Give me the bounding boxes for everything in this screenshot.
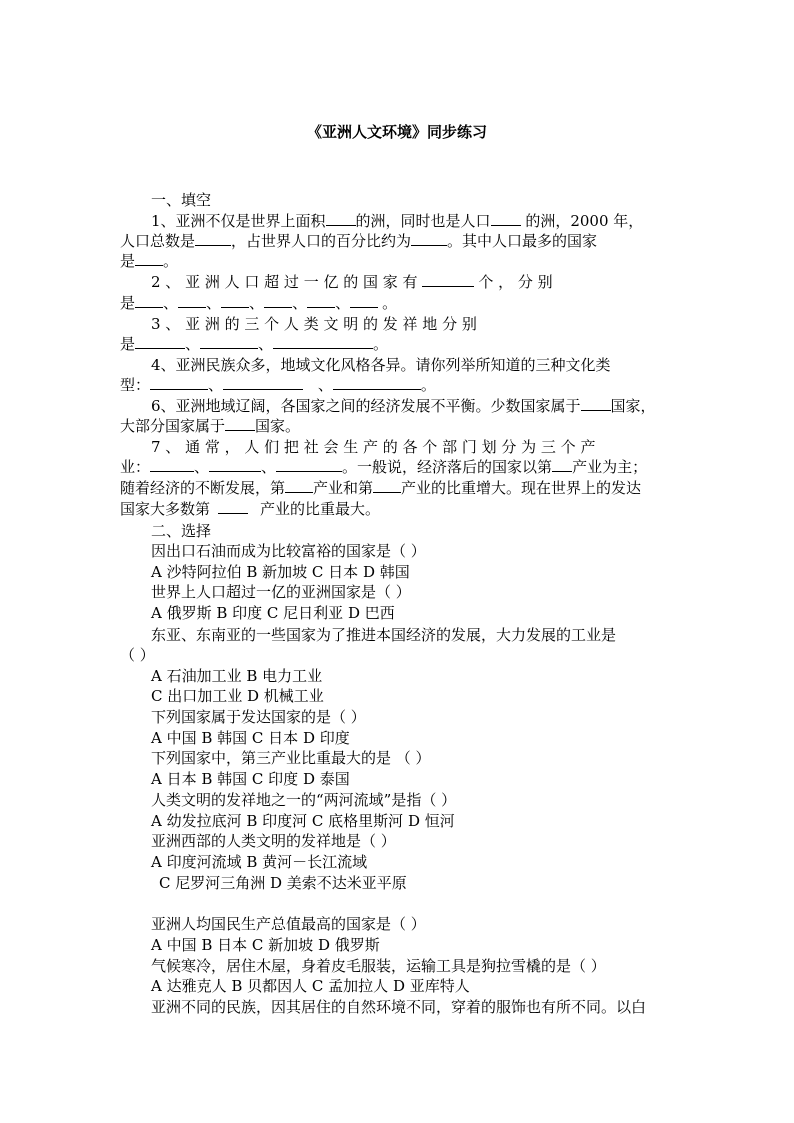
choice-line: 因出口石油而成为比较富裕的国家是（ ）	[151, 542, 426, 560]
q4-line1: 4、亚洲民族众多，地域文化风格各异。请你列举所知道的三种文化类	[151, 356, 611, 374]
blank	[276, 457, 342, 472]
choice-line: 下列国家属于发达国家的是（ ）	[151, 708, 366, 726]
blank	[411, 231, 447, 246]
blank	[195, 231, 231, 246]
q3-line2: 是 、 、 。	[120, 335, 389, 353]
choice-options: A 日本 B 韩国 C 印度 D 泰国	[151, 770, 350, 788]
q7-line4: 国家大多数第 产业的比重最大。	[120, 500, 381, 518]
choice-options: A 幼发拉底河 B 印度河 C 底格里斯河 D 恒河	[151, 812, 455, 830]
blank	[218, 499, 248, 514]
section1-heading: 一、填空	[151, 191, 212, 209]
page-title: 《亚洲人文环境》同步练习	[306, 123, 487, 141]
choice-line: （ ）	[120, 646, 155, 664]
q1-line1: 1、亚洲不仅是世界上面积 的洲，同时也是人口 的洲，2000 年，	[151, 212, 644, 230]
blank	[307, 293, 335, 308]
q1-line3: 是 。	[120, 252, 179, 270]
blank	[150, 457, 194, 472]
q2-line2: 是 、 、 、 、 、 。	[120, 294, 398, 312]
choice-options: A 中国 B 韩国 C 日本 D 印度	[151, 729, 350, 747]
choice-line: 亚洲西部的人类文明的发祥地是（ ）	[151, 832, 396, 850]
choice-line: 亚洲人均国民生产总值最高的国家是（ ）	[151, 915, 426, 933]
q4-line2: 型： 、 、 。	[120, 376, 436, 394]
choice-line: 东亚、东南亚的一些国家为了推进本国经济的发展，大力发展的工业是	[151, 626, 617, 644]
choice-line: 人类文明的发祥地之一的“两河流域”是指（ ）	[151, 791, 457, 809]
blank	[221, 293, 249, 308]
blank	[135, 293, 163, 308]
blank	[209, 457, 261, 472]
choice-options: A 达雅克人 B 贝都因人 C 孟加拉人 D 亚库特人	[151, 977, 470, 995]
blank	[333, 375, 421, 390]
blank	[223, 375, 303, 390]
blank	[581, 396, 611, 411]
q7-line1: 7 、 通 常 ， 人 们 把 社 会 生 产 的 各 个 部 门 划 分 为 三 个 产	[151, 438, 596, 456]
blank	[200, 334, 258, 349]
blank	[150, 375, 208, 390]
choice-options: A 沙特阿拉伯 B 新加坡 C 日本 D 韩国	[151, 563, 410, 581]
choice-options: A 俄罗斯 B 印度 C 尼日利亚 D 巴西	[151, 604, 395, 622]
choice-line: 下列国家中，第三产业比重最大的是 （ ）	[151, 749, 431, 767]
choice-options: A 中国 B 日本 C 新加坡 D 俄罗斯	[151, 936, 380, 954]
q2-line1: 2 、 亚 洲 人 口 超 过 一 亿 的 国 家 有 个 ， 分 别	[151, 273, 553, 291]
blank	[285, 478, 313, 493]
blank	[350, 293, 378, 308]
blank	[225, 416, 255, 431]
blank	[178, 293, 206, 308]
choice-line: 亚洲不同的民族，因其居住的自然环境不同，穿着的服饰也有所不同。以白	[151, 998, 647, 1016]
blank	[373, 478, 401, 493]
section2-heading: 二、选择	[151, 522, 212, 540]
blank	[135, 251, 163, 266]
choice-options: C 出口加工业 D 机械工业	[151, 687, 324, 705]
choice-options: A 印度河流域 B 黄河－长江流域	[151, 853, 368, 871]
choice-options: A 石油加工业 B 电力工业	[151, 667, 323, 685]
blank	[422, 272, 474, 287]
blank	[326, 211, 356, 226]
blank	[552, 457, 572, 472]
blank	[135, 334, 185, 349]
q7-line2: 业： 、 、 。一般说，经济落后的国家以第 产业为主；	[120, 458, 648, 476]
q3-line1: 3 、 亚 洲 的 三 个 人 类 文 明 的 发 祥 地 分 别	[151, 315, 477, 333]
blank	[273, 334, 373, 349]
blank	[491, 211, 521, 226]
q6-line2: 大部分国家属于 国家。	[120, 417, 301, 435]
choice-options: C 尼罗河三角洲 D 美索不达米亚平原	[159, 874, 407, 892]
choice-line: 世界上人口超过一亿的亚洲国家是（ ）	[151, 583, 411, 601]
choice-line: 气候寒冷，居住木屋，身着皮毛服装，运输工具是狗拉雪橇的是（ ）	[151, 957, 606, 975]
q6-line1: 6、亚洲地域辽阔，各国家之间的经济发展不平衡。少数国家属于 国家，	[151, 397, 656, 415]
blank	[264, 293, 292, 308]
q1-line2: 人口总数是 ，占世界人口的百分比约为 。其中人口最多的国家	[120, 232, 598, 250]
q7-line3: 随着经济的不断发展，第 产业和第 产业的比重增大。现在世界上的发达	[120, 479, 642, 497]
